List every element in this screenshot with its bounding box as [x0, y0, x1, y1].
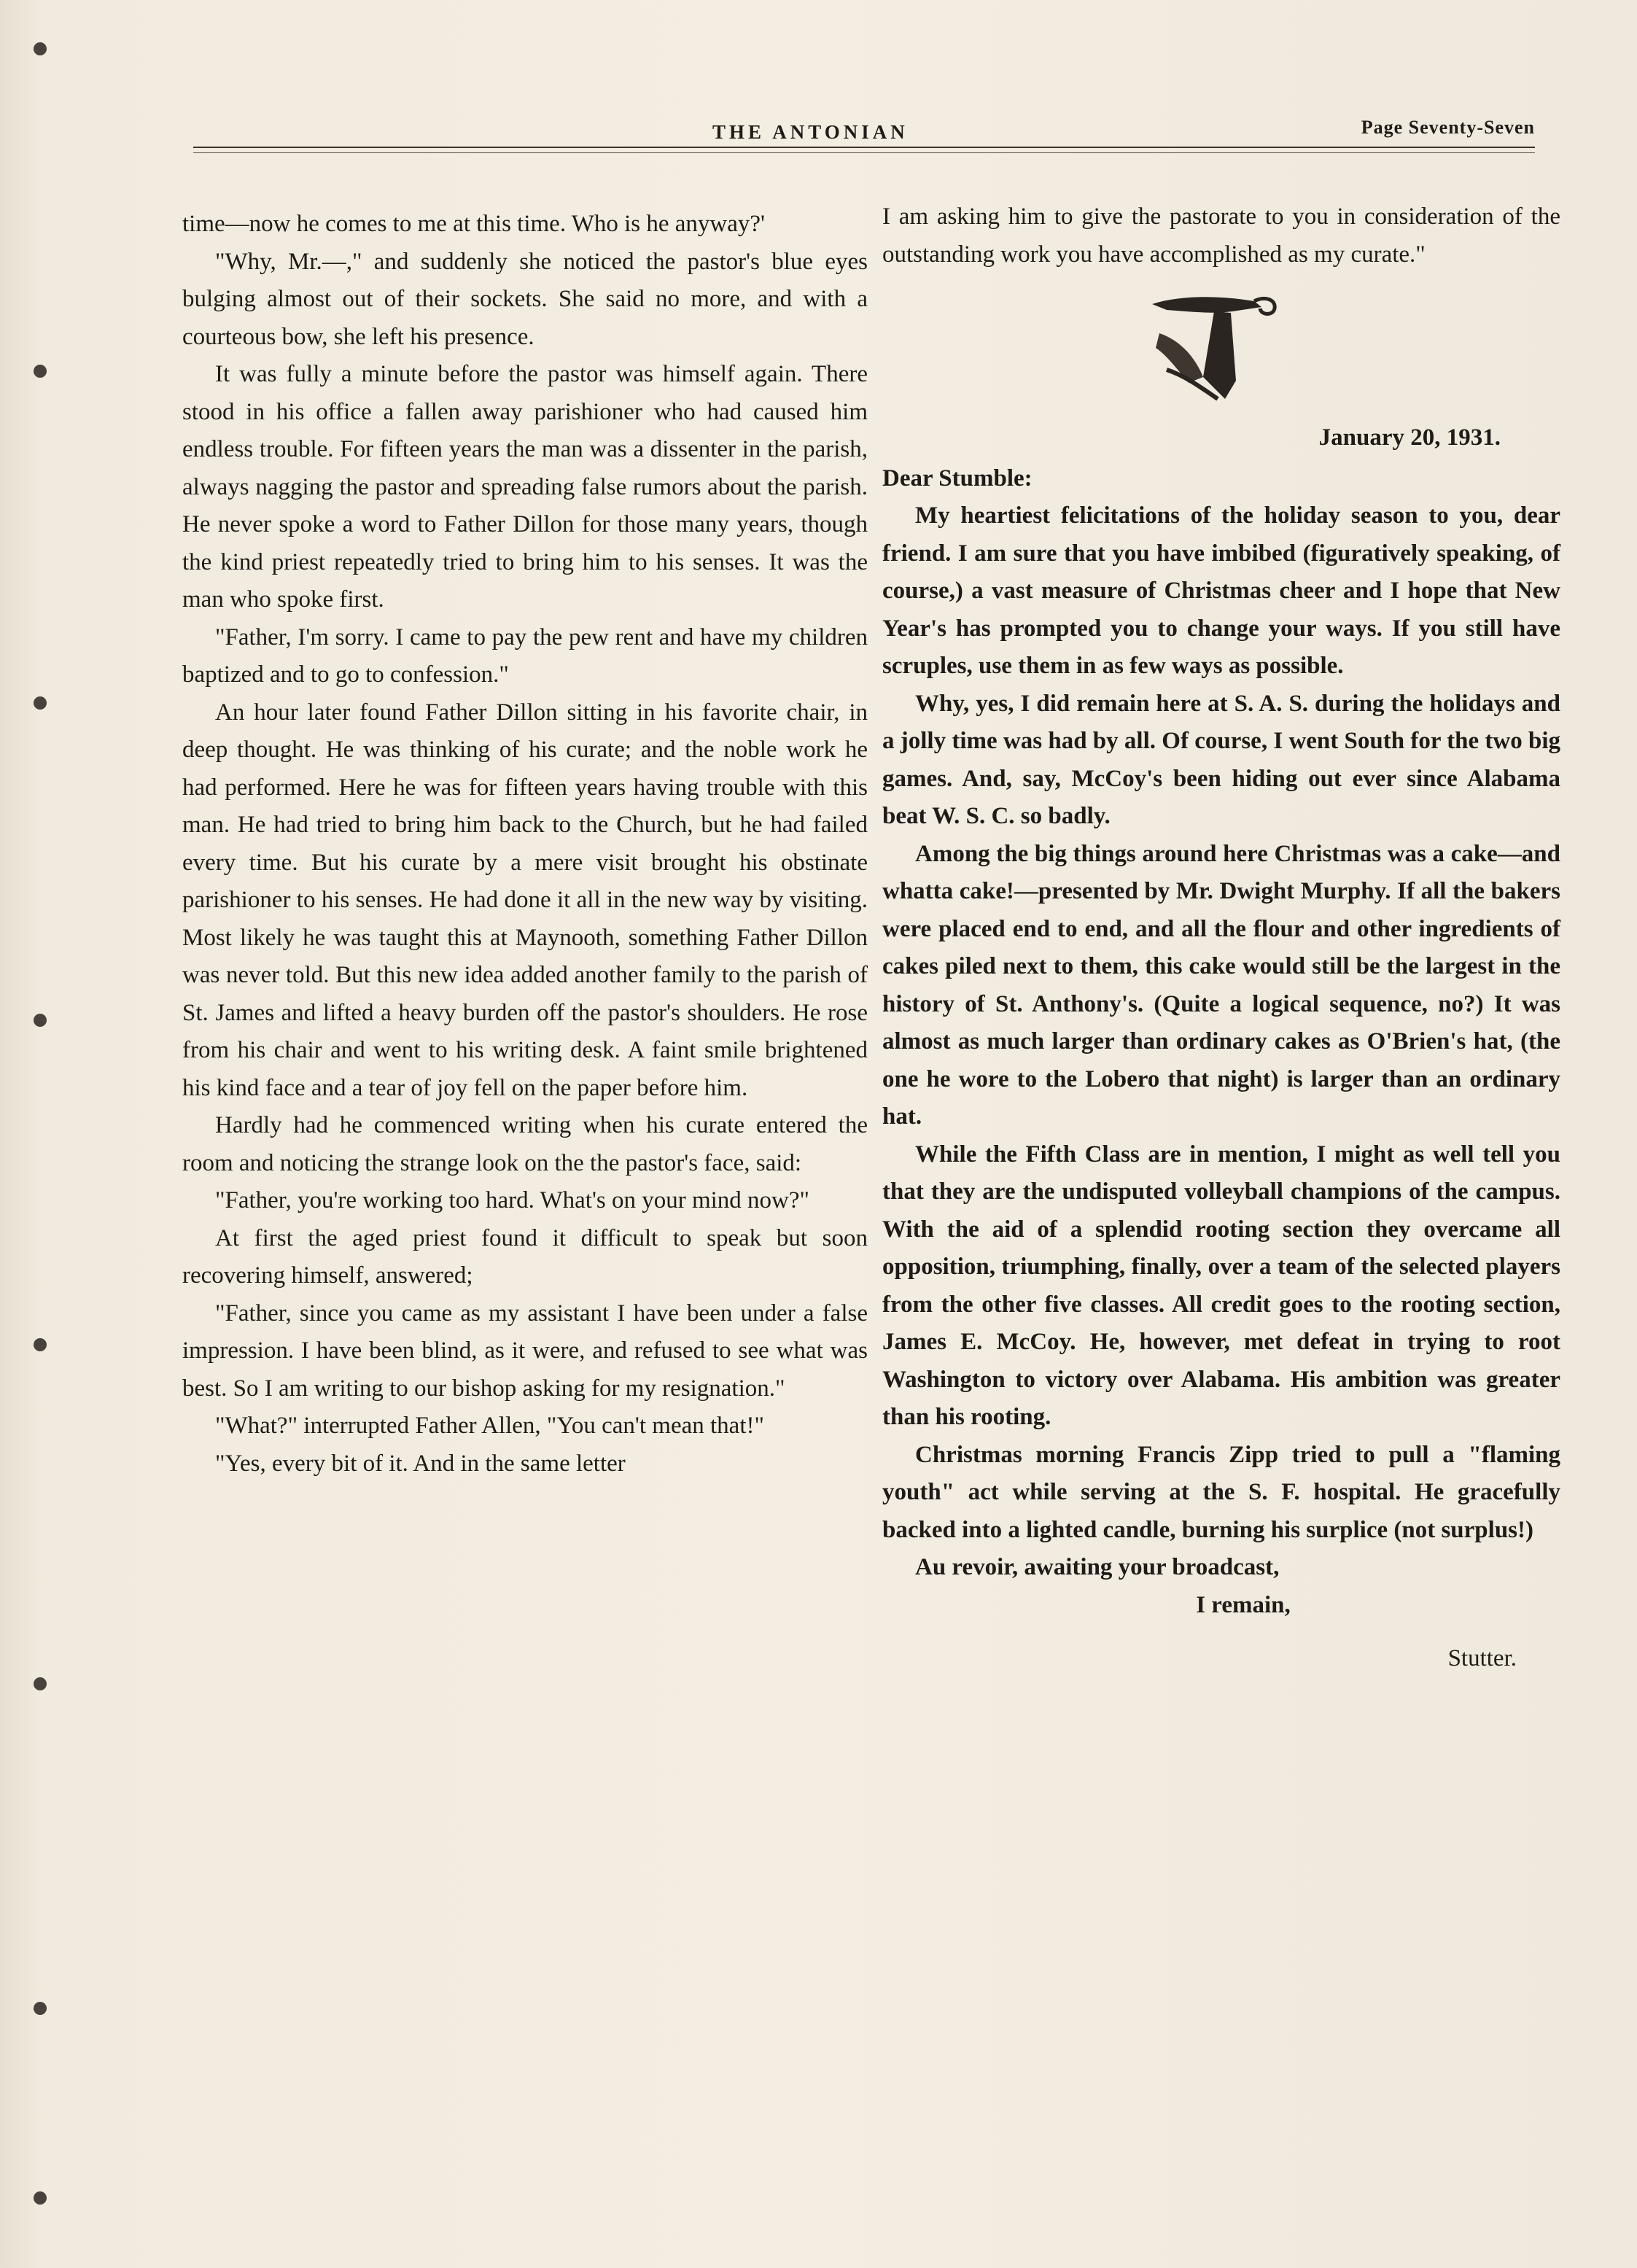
- paragraph: "Why, Mr.—," and suddenly she noticed the pastor's blue eyes bulging almost out of their sockets. She said no more, and with a courteous bow, she left his presence.: [182, 248, 868, 350]
- paragraph: While the Fifth Class are in mention, I might as well tell you that they are the undisputed volleyball champions of the campus. With the aid of a splendid rooting section they overcame all opposition, triumphing, finally, over a team of the selected players from the other five classes. All credit goes to the rooting section, James E. McCoy. He, however, met defeat in trying to root Washington to victory over Alabama. His ambition was greater than his rooting.: [882, 1141, 1560, 1430]
- publication-title: THE ANTONIAN: [712, 121, 909, 143]
- story-continuation: I am asking him to give the pastorate to you in consideration of the outstanding work you have accomplished as my curate.": [882, 203, 1560, 268]
- paragraph: It was fully a minute before the pastor was himself again. There stood in his office a fallen away parishioner who had caused him endless trouble. For fifteen years the man was a dissenter in the parish, always nagging the pastor and spreading false rumors about the parish. He never spoke a word to Father Dillon for those many years, though the kind priest repeatedly tried to bring him to his senses. It was the man who spoke first.: [182, 361, 868, 613]
- header-rule-thin: [193, 152, 1535, 153]
- paragraph: Among the big things around here Christmas was a cake—and whatta cake!—presented by Mr. Dwight Murphy. If all the bakers were placed end to end, and all the flour and other ingredients of cakes piled next to them, this cake would still be the largest in the history of St. Anthony's. (Quite a logical sequence, no?) It was almost as much larger than ordinary cakes as O'Brien's hat, (the one he wore to the Lobero that night) is larger than an ordinary hat.: [882, 840, 1560, 1130]
- paragraph: Au revoir, awaiting your broadcast,: [915, 1554, 1280, 1580]
- right-column: [882, 198, 1560, 1678]
- paragraph: "Yes, every bit of it. And in the same letter: [215, 1450, 626, 1477]
- paragraph: time—now he comes to me at this time. Who is he anyway?': [182, 211, 765, 237]
- letter-salutation: Dear Stumble:: [882, 465, 1033, 492]
- paragraph: My heartiest felicitations of the holiday season to you, dear friend. I am sure that you have imbibed (figuratively speaking, of course,) a vast measure of Christmas cheer and I hope that New Year's has prompted you to change your ways. If you still have scruples, use them in as few ways as possible.: [882, 502, 1560, 679]
- binding-hole: [34, 1014, 47, 1027]
- paragraph: At first the aged priest found it difficult to speak but soon recovering himself, answered;: [182, 1224, 868, 1289]
- letter-signature: Stutter.: [1447, 1645, 1517, 1671]
- paragraph: "Father, since you came as my assistant I have been under a false impression. I have been blind, as it were, and refused to see what was best. So I am writing to our bishop asking for my resignation.": [182, 1300, 868, 1402]
- binding-hole: [34, 2002, 47, 2015]
- binding-hole: [34, 365, 47, 378]
- header-rule: [193, 147, 1535, 148]
- letter-closing: I remain,: [1196, 1591, 1291, 1618]
- binding-hole: [34, 1338, 47, 1351]
- paragraph: An hour later found Father Dillon sitting in his favorite chair, in deep thought. He was thinking of his curate; and the noble work he had performed. Here he was for fifteen years having trouble with this man. He had tried to bring him back to the Church, but he had failed every time. But his curate by a mere visit brought his obstinate parishioner to his senses. He had done it all in the new way by visiting. Most likely he was taught this at Maynooth, something Father Dillon was never told. But this new idea added another family to the parish of St. James and lifted a heavy burden off the pastor's shoulders. He rose from his chair and went to his writing desk. A faint smile brightened his kind face and a tear of joy fell on the paper before him.: [182, 699, 868, 1101]
- binding-hole: [34, 42, 47, 55]
- letter-date: January 20, 1931.: [1318, 424, 1501, 451]
- page-number: Page Seventy-Seven: [1361, 117, 1535, 138]
- left-column: [182, 206, 868, 1483]
- quill-inkwell-icon: [1145, 290, 1283, 406]
- paragraph: "Father, I'm sorry. I came to pay the pew rent and have my children baptized and to go to confession.": [182, 624, 868, 688]
- binding-hole: [34, 2191, 47, 2205]
- paragraph: Hardly had he commenced writing when his curate entered the room and noticing the strange look on the the pastor's face, said:: [182, 1112, 868, 1176]
- running-header: [193, 111, 1535, 162]
- binding-hole: [34, 1677, 47, 1690]
- paragraph: "Father, you're working too hard. What's on your mind now?": [215, 1187, 810, 1213]
- paragraph: Christmas morning Francis Zipp tried to pull a "flaming youth" act while serving at the S. F. hospital. He gracefully backed into a lighted candle, burning his surplice (not surplus!): [882, 1441, 1560, 1543]
- paragraph: Why, yes, I did remain here at S. A. S. during the holidays and a jolly time was had by all. Of course, I went South for the two big games. And, say, McCoy's been hiding out ever since Alabama beat W. S. C. so badly.: [882, 690, 1560, 829]
- paragraph: "What?" interrupted Father Allen, "You can't mean that!": [215, 1413, 764, 1439]
- binding-hole: [34, 696, 47, 710]
